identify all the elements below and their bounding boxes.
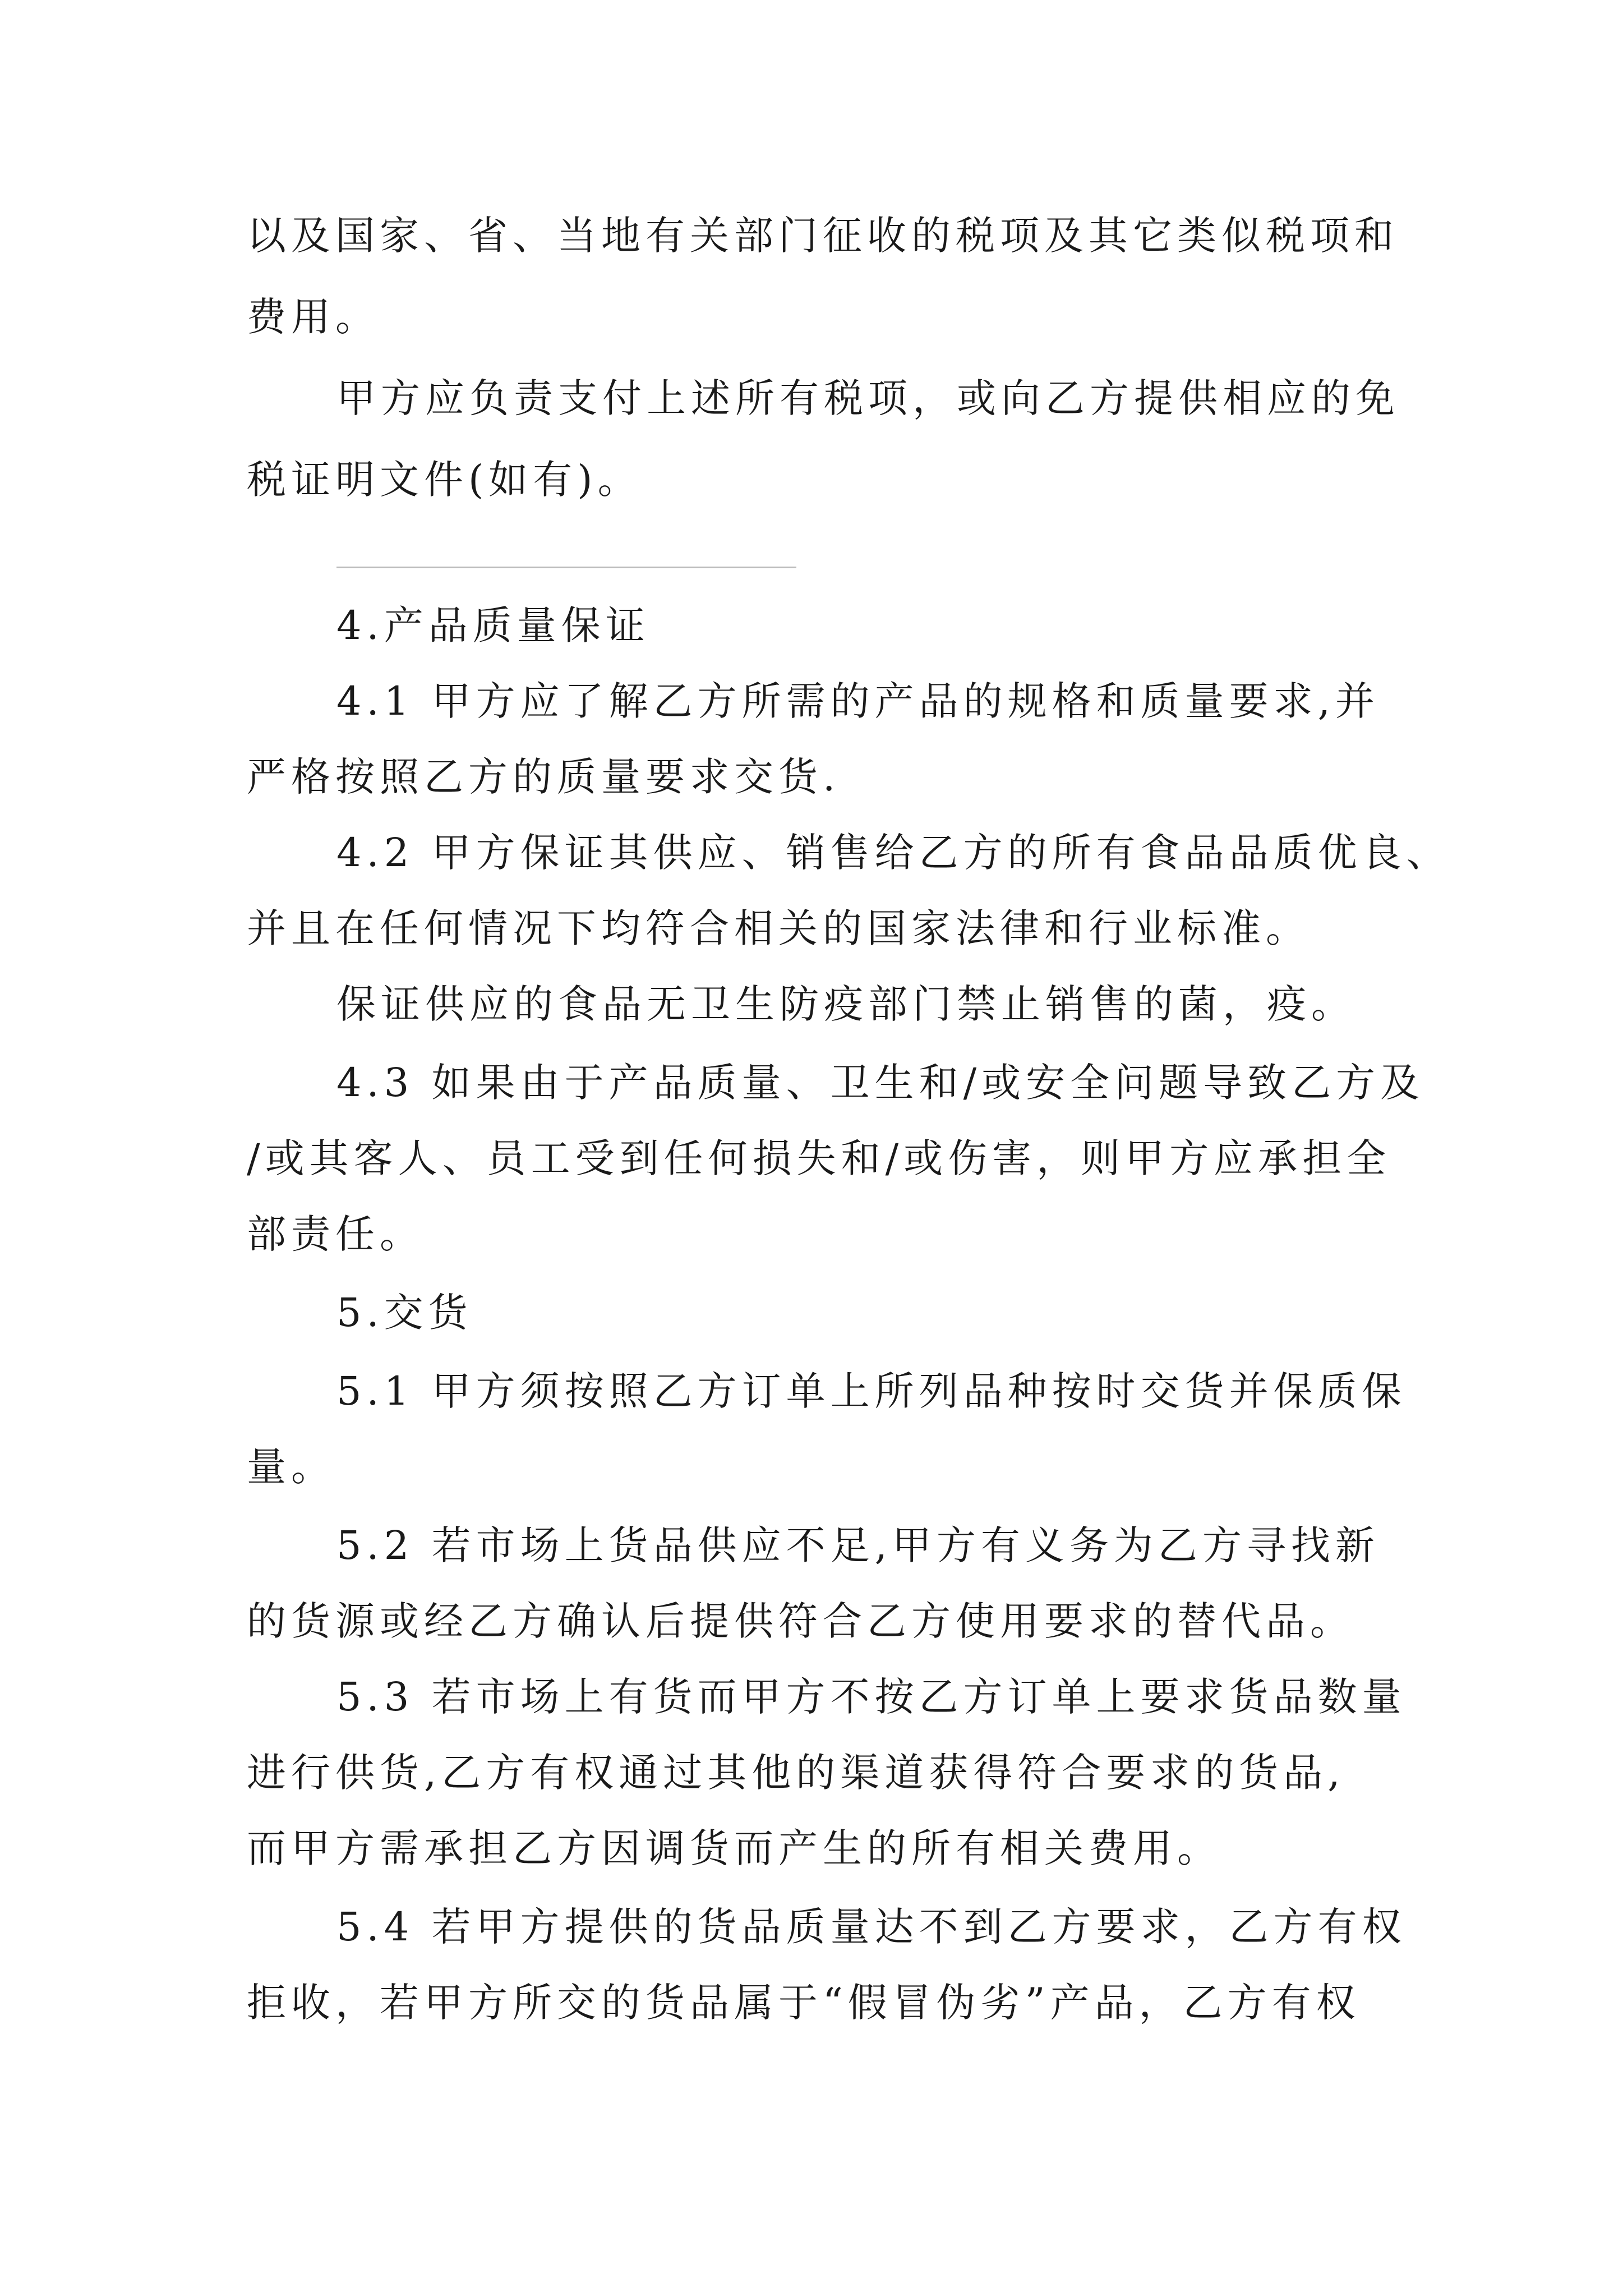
text-line: 严格按照乙方的质量要求交货.	[247, 754, 841, 800]
text-line: 5.4 若甲方提供的货品质量达不到乙方要求，乙方有权	[336, 1904, 1407, 1950]
text-line: 的货源或经乙方确认后提供符合乙方使用要求的替代品。	[247, 1598, 1354, 1644]
text-line: 以及国家、省、当地有关部门征收的税项及其它类似税项和	[247, 213, 1399, 259]
text-line: 量。	[247, 1444, 335, 1490]
section-heading: 4.产品质量保证	[336, 602, 650, 648]
text-line: 而甲方需承担乙方因调货而产生的所有相关费用。	[247, 1825, 1221, 1871]
text-line: 5.2 若市场上货品供应不足,甲方有义务为乙方寻找新	[336, 1522, 1380, 1568]
text-line: /或其客人、员工受到任何损失和/或伤害，则甲方应承担全	[247, 1135, 1391, 1181]
text-line: 税证明文件(如有)。	[247, 457, 642, 503]
text-line: 拒收，若甲方所交的货品属于“假冒伪劣”产品，乙方有权	[247, 1980, 1361, 2026]
text-line: 甲方应负责支付上述所有税项，或向乙方提供相应的免	[336, 375, 1400, 421]
section-heading: 5.交货	[336, 1290, 473, 1336]
text-line: 5.3 若市场上有货而甲方不按乙方订单上要求货品数量	[336, 1674, 1407, 1720]
divider	[336, 567, 796, 568]
text-line: 费用。	[247, 294, 380, 340]
text-line: 保证供应的食品无卫生防疫部门禁止销售的菌，疫。	[336, 981, 1355, 1027]
text-line: 进行供货,乙方有权通过其他的渠道获得符合要求的货品,	[247, 1750, 1345, 1796]
text-line: 部责任。	[247, 1211, 424, 1257]
text-line: 并且在任何情况下均符合相关的国家法律和行业标准。	[247, 905, 1310, 951]
text-line: 4.1 甲方应了解乙方所需的产品的规格和质量要求,并	[336, 678, 1380, 724]
text-line: 4.2 甲方保证其供应、销售给乙方的所有食品品质优良、	[336, 830, 1451, 876]
text-line: 5.1 甲方须按照乙方订单上所列品种按时交货并保质保	[336, 1368, 1407, 1414]
text-line: 4.3 如果由于产品质量、卫生和/或安全问题导致乙方及	[336, 1060, 1425, 1106]
